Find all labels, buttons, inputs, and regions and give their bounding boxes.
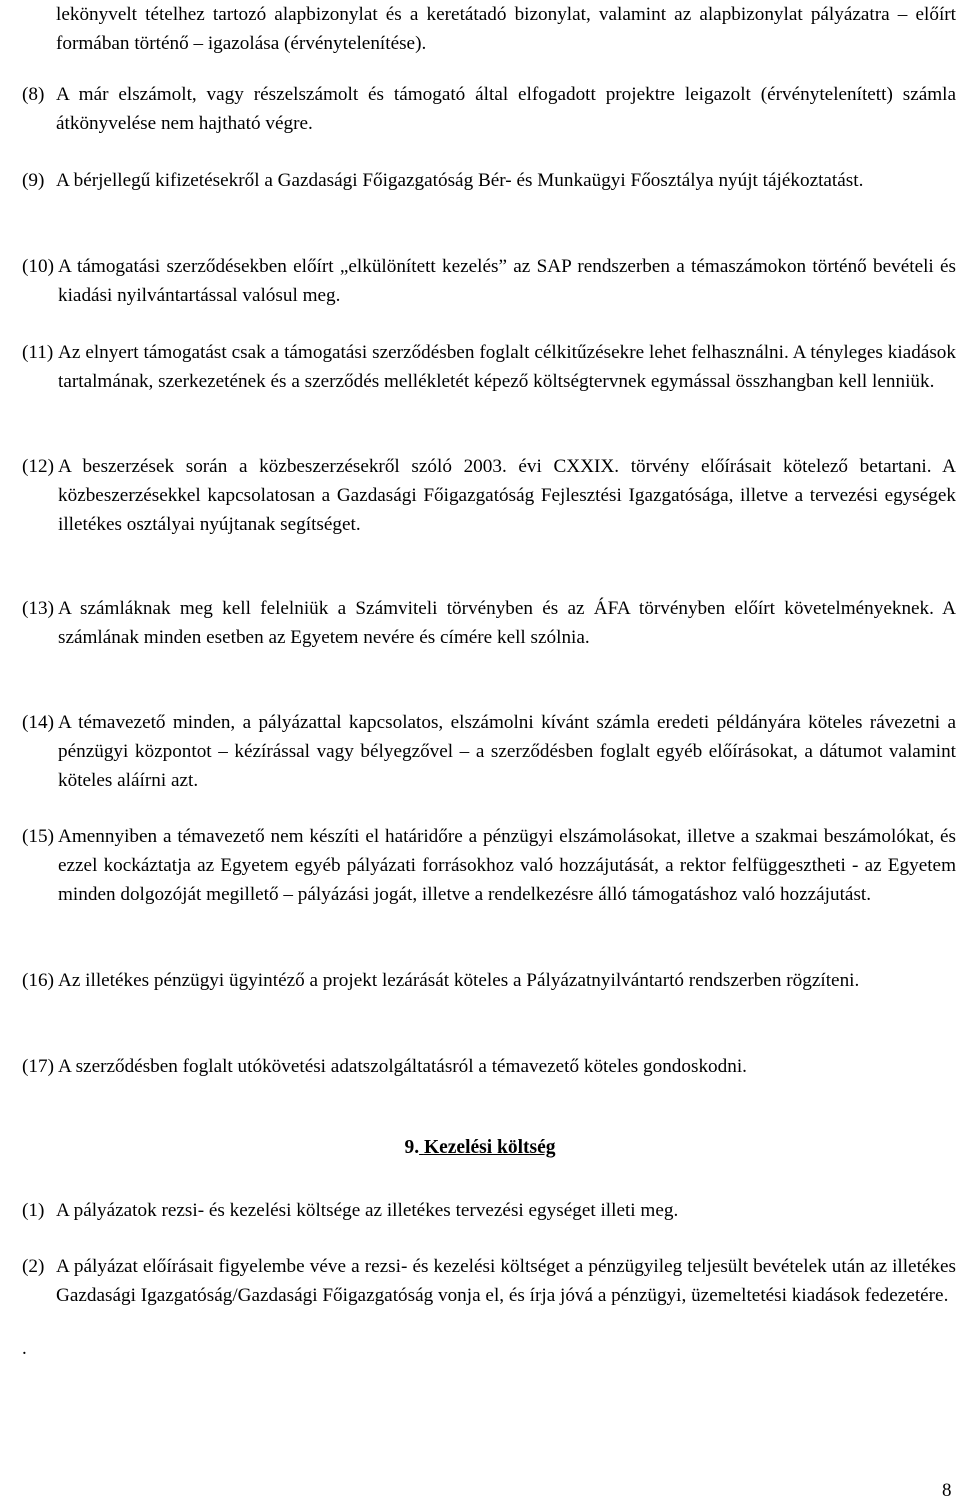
paragraph-number: (12) (22, 456, 54, 477)
page-number: 8 (942, 1480, 952, 1501)
section9-paragraph-1 (22, 1196, 956, 1225)
paragraph-15 (22, 822, 956, 909)
paragraph-number: (15) (22, 826, 54, 847)
section9-paragraph-2 (22, 1252, 956, 1310)
paragraph-14 (22, 708, 956, 795)
intro-paragraph (56, 0, 956, 58)
paragraph-12 (22, 452, 956, 539)
paragraph-17 (22, 1052, 956, 1081)
paragraph-number: (10) (22, 256, 54, 277)
paragraph-number: (1) (22, 1200, 45, 1221)
paragraph-number: (9) (22, 170, 45, 191)
paragraph-text: A támogatási szerződésekben előírt „elkülönített kezelés” az SAP rendszerben a témaszámokon történő bevételi és kiadási nyilvántartással valósul meg. (58, 256, 956, 306)
paragraph-16 (22, 966, 956, 995)
paragraph-number: (11) (22, 342, 54, 363)
section-title: Kezelési költség (423, 1137, 556, 1158)
paragraph-10 (22, 252, 956, 310)
paragraph-number: (13) (22, 598, 54, 619)
paragraph-text: A beszerzések során a közbeszerzésekről szóló 2003. évi CXXIX. törvény előírásait kötelező betartani. A közbeszerzésekkel kapcsolatosan a Gazdasági Főigazgatóság Fejlesztési Igazgatósága, illetve a tervezési egységek illetékes osztályai nyújtanak segítséget. (58, 456, 956, 535)
paragraph-text: A pályázat előírásait figyelembe véve a rezsi- és kezelési költséget a pénzügyileg teljesült bevételek után az illetékes Gazdasági Igazgatóság/Gazdasági Főigazgatóság vonja el, és írja jóvá a pénzügyi, üzemeltetési kiadások fedezetére. (56, 1256, 956, 1306)
section-heading (0, 1133, 960, 1162)
paragraph-number: (17) (22, 1056, 54, 1077)
paragraph-text: A szerződésben foglalt utókövetési adatszolgáltatásról a témavezető köteles gondoskodni. (58, 1056, 747, 1077)
paragraph-number: (8) (22, 84, 45, 105)
intro-text: lekönyvelt tételhez tartozó alapbizonylat és a keretátadó bizonylat, valamint az alapbizonylat pályázatra – előírt formában történő – igazolása (érvénytelenítése). (56, 4, 956, 54)
paragraph-number: (14) (22, 712, 54, 733)
paragraph-text: Az illetékes pénzügyi ügyintéző a projekt lezárását köteles a Pályázatnyilvántartó rendszerben rögzíteni. (58, 970, 860, 991)
paragraph-text: A már elszámolt, vagy részelszámolt és támogató által elfogadott projektre leigazolt (érvénytelenített) számla átkönyvelése nem hajtható végre. (56, 84, 956, 134)
paragraph-number: (2) (22, 1256, 45, 1277)
paragraph-text: A témavezető minden, a pályázattal kapcsolatos, elszámolni kívánt számla eredeti példányára köteles rávezetni a pénzügyi központot – kézírással vagy bélyegzővel – a szerződésben foglalt egyéb előírásokat, a dátumot valamint köteles aláírni azt. (58, 712, 956, 791)
paragraph-text: A számláknak meg kell felelniük a Számviteli törvényben és az ÁFA törvényben előírt követelményeknek. A számlának minden esetben az Egyetem nevére és címére kell szólnia. (58, 598, 956, 648)
paragraph-text: A pályázatok rezsi- és kezelési költsége az illetékes tervezési egységet illeti meg. (56, 1200, 679, 1221)
paragraph-8 (22, 80, 956, 138)
paragraph-text: A bérjellegű kifizetésekről a Gazdasági Főigazgatóság Bér- és Munkaügyi Főosztálya nyújt tájékoztatást. (56, 170, 864, 191)
paragraph-text: Amennyiben a témavezető nem készíti el határidőre a pénzügyi elszámolásokat, illetve a szakmai beszámolókat, és ezzel kockáztatja az Egyetem egyéb pályázati forrásokhoz való hozzájutását, a rektor felfüggesztheti - az Egyetem minden dolgozóját megillető – pályázási jogát, illetve a rendelkezésre álló támogatáshoz való hozzájutást. (58, 826, 956, 905)
paragraph-11 (22, 338, 956, 396)
paragraph-number: (16) (22, 970, 54, 991)
stray-dot: . (22, 1338, 27, 1359)
section-number: 9. (404, 1137, 420, 1158)
paragraph-9 (22, 166, 956, 195)
paragraph-text: Az elnyert támogatást csak a támogatási szerződésben foglalt célkitűzésekre lehet felhasználni. A tényleges kiadások tartalmának, szerkezetének és a szerződés mellékletét képező költségtervnek egymással összhangban kell lenniük. (58, 342, 956, 392)
paragraph-13 (22, 594, 956, 652)
